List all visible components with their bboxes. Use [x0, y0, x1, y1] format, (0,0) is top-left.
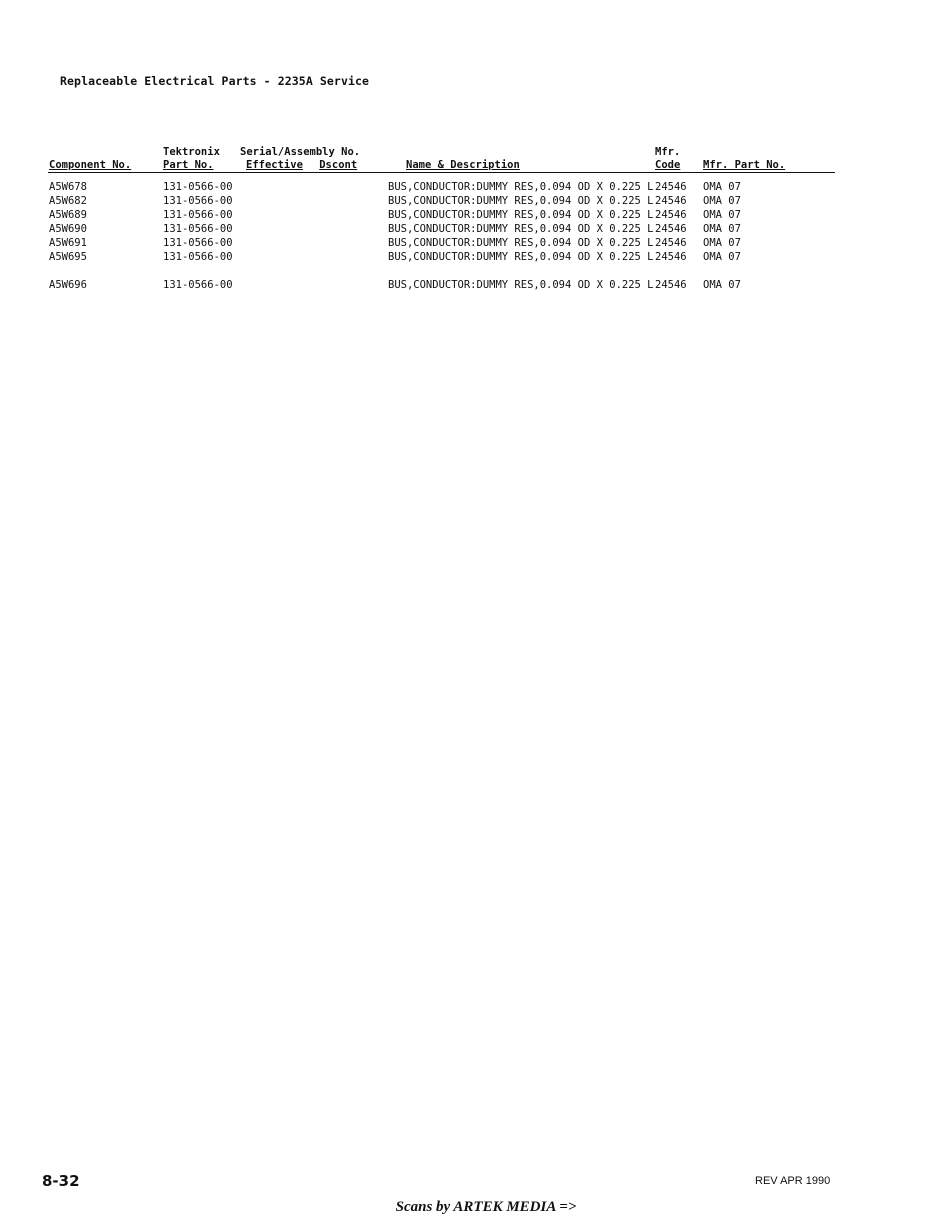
mfr-part-no: OMA 07: [703, 195, 741, 207]
component-no: A5W696: [49, 279, 87, 291]
table-row: [0, 208, 950, 222]
mfr-part-no: OMA 07: [703, 251, 741, 263]
description: BUS,CONDUCTOR:DUMMY RES,0.094 OD X 0.225 L: [388, 223, 654, 235]
table-row: [0, 222, 950, 236]
mfr-code: 24546: [655, 251, 687, 263]
revision-label: REV APR 1990: [755, 1175, 831, 1187]
tek-part-no: 131-0566-00: [163, 237, 233, 249]
mfr-part-no: OMA 07: [703, 181, 741, 193]
mfr-part-no: OMA 07: [703, 279, 741, 291]
header-rule: [48, 172, 835, 173]
table-row: [0, 278, 950, 292]
col-head-component-no: Component No.: [49, 159, 132, 171]
mfr-part-no: OMA 07: [703, 223, 741, 235]
component-no: A5W682: [49, 195, 87, 207]
component-no: A5W678: [49, 181, 87, 193]
description: BUS,CONDUCTOR:DUMMY RES,0.094 OD X 0.225 L: [388, 209, 654, 221]
col-head-serial-assembly: Serial/Assembly No. Effective Dscont: [240, 146, 361, 171]
tek-part-no: 131-0566-00: [163, 195, 233, 207]
description: BUS,CONDUCTOR:DUMMY RES,0.094 OD X 0.225 L: [388, 195, 654, 207]
col-head-dscont: Dscont: [319, 159, 358, 171]
description: BUS,CONDUCTOR:DUMMY RES,0.094 OD X 0.225 L: [388, 279, 654, 291]
table-row: [0, 250, 950, 264]
mfr-code: 24546: [655, 195, 687, 207]
tek-part-no: 131-0566-00: [163, 223, 233, 235]
col-head-tek-part-no: Tektronix Part No.: [163, 146, 220, 171]
scan-credit: Scans by ARTEK MEDIA =>: [395, 1199, 577, 1215]
mfr-code: 24546: [655, 279, 687, 291]
col-head-effective: Effective: [246, 159, 303, 171]
mfr-code: 24546: [655, 237, 687, 249]
tek-part-no: 131-0566-00: [163, 251, 233, 263]
description: BUS,CONDUCTOR:DUMMY RES,0.094 OD X 0.225 L: [388, 181, 654, 193]
component-no: A5W695: [49, 251, 87, 263]
mfr-code: 24546: [655, 181, 687, 193]
mfr-code: 24546: [655, 209, 687, 221]
mfr-code: 24546: [655, 223, 687, 235]
mfr-part-no: OMA 07: [703, 209, 741, 221]
component-no: A5W689: [49, 209, 87, 221]
mfr-part-no: OMA 07: [703, 237, 741, 249]
table-row: [0, 236, 950, 250]
tek-part-no: 131-0566-00: [163, 279, 233, 291]
col-head-mfr-code: Mfr. Code: [655, 146, 681, 171]
component-no: A5W691: [49, 237, 87, 249]
table-row: [0, 180, 950, 194]
parts-table: [0, 180, 950, 292]
tek-part-no: 131-0566-00: [163, 181, 233, 193]
page-number: 8-32: [42, 1172, 80, 1190]
tek-part-no: 131-0566-00: [163, 209, 233, 221]
table-row: [0, 194, 950, 208]
page-header: Replaceable Electrical Parts - 2235A Service: [60, 74, 370, 88]
component-no: A5W690: [49, 223, 87, 235]
col-head-mfr-part-no: Mfr. Part No.: [703, 159, 786, 171]
description: BUS,CONDUCTOR:DUMMY RES,0.094 OD X 0.225 L: [388, 237, 654, 249]
description: BUS,CONDUCTOR:DUMMY RES,0.094 OD X 0.225 L: [388, 251, 654, 263]
col-head-name-desc: Name & Description: [406, 159, 520, 171]
